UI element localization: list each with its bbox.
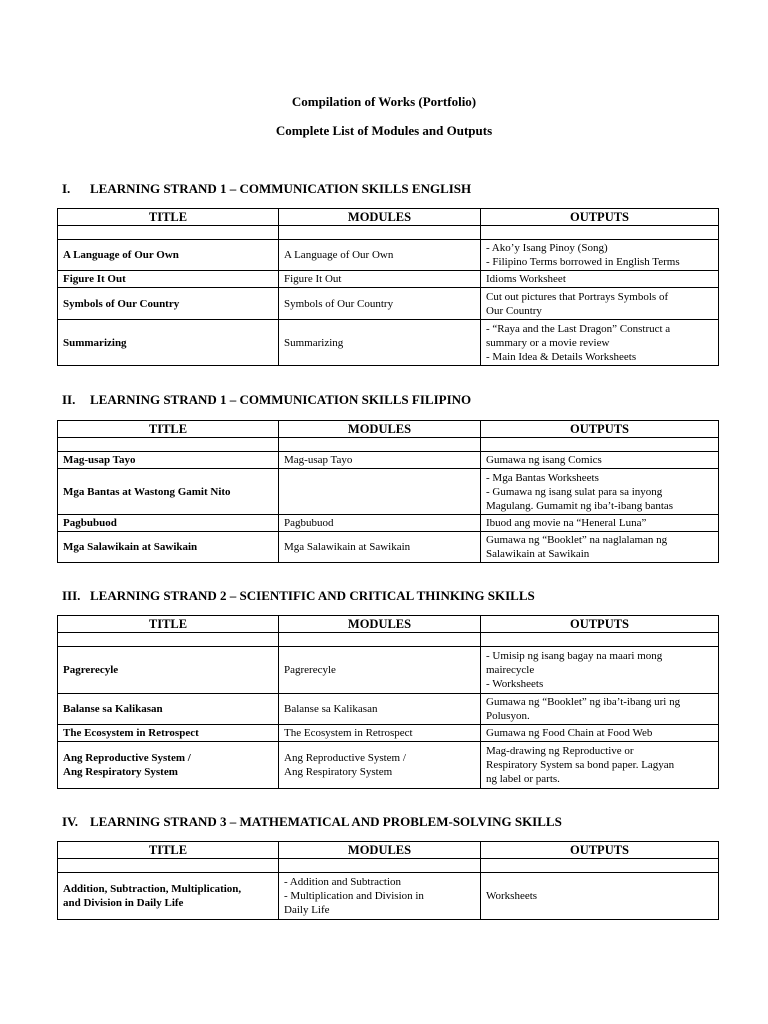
cell-line: Pagrerecyle <box>63 664 119 676</box>
cell-line: Ibuod ang movie na “Heneral Luna” <box>486 517 647 529</box>
modules-cell <box>279 742 481 789</box>
table-row <box>58 532 719 563</box>
modules-column-header: MODULES <box>279 616 481 633</box>
outputs-cell <box>481 240 719 271</box>
title-cell <box>58 515 279 532</box>
cell-line: Mga Bantas at Wastong Gamit Nito <box>63 485 231 498</box>
table-row <box>58 694 719 725</box>
cell-line: Daily Life <box>284 904 330 916</box>
cell-line: Summarizing <box>284 336 344 349</box>
modules-cell <box>279 452 481 469</box>
modules-column-header: MODULES <box>279 421 481 438</box>
section-table <box>57 841 719 920</box>
modules-cell <box>279 271 481 288</box>
cell-line: Ang Respiratory System <box>63 766 178 778</box>
cell-line: Addition, Subtraction, Multiplication, <box>63 883 242 895</box>
modules-cell <box>279 515 481 532</box>
cell-line: ng label or parts. <box>486 773 560 785</box>
blank-cell <box>279 226 481 240</box>
title-cell <box>58 288 279 320</box>
modules-cell <box>279 647 481 694</box>
cell-line: Ang Reproductive System / <box>284 752 406 764</box>
title-cell <box>58 742 279 789</box>
blank-cell <box>58 226 279 240</box>
modules-cell <box>279 694 481 725</box>
table-header-row <box>58 616 719 633</box>
table-row <box>58 515 719 532</box>
cell-line: Pagbubuod <box>63 517 117 529</box>
cell-line: Magulang. Gumamit ng iba’t-ibang bantas <box>486 499 674 512</box>
modules-cell <box>279 288 481 320</box>
cell-line: Ang Respiratory System <box>284 766 393 778</box>
blank-row <box>58 633 719 647</box>
blank-cell <box>481 859 719 873</box>
cell-line: Gumawa ng isang Comics <box>486 454 602 466</box>
blank-cell <box>279 859 481 873</box>
outputs-cell <box>481 742 719 789</box>
section-table <box>57 420 719 563</box>
outputs-column-header: OUTPUTS <box>481 209 719 226</box>
cell-line: A Language of Our Own <box>63 249 179 261</box>
cell-line: - Addition and Subtraction <box>284 876 402 888</box>
modules-cell <box>279 532 481 563</box>
section-numeral: I. <box>62 181 71 196</box>
cell-line: Mag-drawing ng Reproductive or <box>486 745 634 757</box>
cell-line: A Language of Our Own <box>284 249 394 261</box>
cell-line: Salawikain at Sawikain <box>486 548 590 560</box>
cell-line: Pagbubuod <box>284 517 334 529</box>
cell-line: - Multiplication and Division in <box>284 890 424 902</box>
cell-line: Worksheets <box>486 890 538 902</box>
blank-cell <box>58 633 279 647</box>
section-heading <box>62 588 535 604</box>
title-column-header: TITLE <box>58 421 279 438</box>
cell-line: Mga Salawikain at Sawikain <box>63 541 198 553</box>
blank-cell <box>58 859 279 873</box>
section-heading-text: LEARNING STRAND 1 – COMMUNICATION SKILLS FILIPINO <box>90 392 472 407</box>
modules-column-header: MODULES <box>279 842 481 859</box>
section-table <box>57 615 719 789</box>
table-header-row <box>58 842 719 859</box>
modules-cell <box>279 725 481 742</box>
table-header-row <box>58 421 719 438</box>
cell-line: Gumawa ng “Booklet” ng iba’t-ibang uri ng <box>486 696 681 708</box>
outputs-cell <box>481 469 719 515</box>
outputs-column-header: OUTPUTS <box>481 616 719 633</box>
title-cell <box>58 240 279 271</box>
title-cell <box>58 452 279 469</box>
cell-line: Mga Salawikain at Sawikain <box>284 541 411 553</box>
blank-cell <box>279 633 481 647</box>
cell-line: and Division in Daily Life <box>63 897 184 909</box>
outputs-cell <box>481 647 719 694</box>
modules-cell <box>279 240 481 271</box>
cell-line: Mag-usap Tayo <box>63 454 136 466</box>
cell-line: Balanse sa Kalikasan <box>63 703 163 715</box>
title-cell <box>58 320 279 366</box>
cell-line: Cut out pictures that Portrays Symbols of <box>486 290 669 303</box>
title-cell <box>58 647 279 694</box>
title-column-header: TITLE <box>58 616 279 633</box>
title-column-header: TITLE <box>58 209 279 226</box>
cell-line: Our Country <box>486 304 542 317</box>
cell-line: - Filipino Terms borrowed in English Terms <box>486 256 680 268</box>
outputs-cell <box>481 271 719 288</box>
section-table <box>57 208 719 366</box>
title-cell <box>58 271 279 288</box>
cell-line: Gumawa ng Food Chain at Food Web <box>486 727 653 739</box>
outputs-cell <box>481 532 719 563</box>
cell-line: - “Raya and the Last Dragon” Construct a <box>486 322 671 335</box>
cell-line: mairecycle <box>486 664 535 676</box>
cell-line: - Mga Bantas Worksheets <box>486 471 599 484</box>
section-numeral: III. <box>62 588 81 603</box>
cell-line: Ang Reproductive System / <box>63 752 191 764</box>
table-row <box>58 469 719 515</box>
cell-line: - Ako’y Isang Pinoy (Song) <box>486 242 608 254</box>
blank-cell <box>481 226 719 240</box>
outputs-column-header: OUTPUTS <box>481 421 719 438</box>
table-row <box>58 647 719 694</box>
table-row <box>58 742 719 789</box>
cell-line: - Umisip ng isang bagay na maari mong <box>486 650 663 662</box>
title-cell <box>58 694 279 725</box>
outputs-column-header: OUTPUTS <box>481 842 719 859</box>
title-cell <box>58 725 279 742</box>
blank-row <box>58 438 719 452</box>
cell-line: Symbols of Our Country <box>284 297 394 310</box>
blank-cell <box>481 633 719 647</box>
blank-row <box>58 859 719 873</box>
table-row <box>58 240 719 271</box>
cell-line: Symbols of Our Country <box>63 297 180 310</box>
section-numeral: IV. <box>62 814 79 829</box>
section-heading <box>62 181 471 197</box>
table-row <box>58 320 719 366</box>
outputs-cell <box>481 725 719 742</box>
document-subtitle: Complete List of Modules and Outputs <box>275 123 493 138</box>
blank-cell <box>58 438 279 452</box>
outputs-cell <box>481 452 719 469</box>
outputs-cell <box>481 873 719 920</box>
section-heading <box>62 392 471 408</box>
blank-cell <box>279 438 481 452</box>
cell-line: Pagrerecyle <box>284 664 336 676</box>
modules-cell <box>279 320 481 366</box>
cell-line: - Main Idea & Details Worksheets <box>486 350 637 363</box>
cell-line: Balanse sa Kalikasan <box>284 703 378 715</box>
cell-line: Idioms Worksheet <box>486 273 566 285</box>
section-heading-text: LEARNING STRAND 2 – SCIENTIFIC AND CRITICAL THINKING SKILLS <box>90 588 535 603</box>
cell-line: The Ecosystem in Retrospect <box>284 727 413 739</box>
table-row <box>58 288 719 320</box>
table-row <box>58 452 719 469</box>
cell-line: Polusyon. <box>486 710 530 722</box>
cell-line: The Ecosystem in Retrospect <box>63 727 199 739</box>
cell-line: summary or a movie review <box>486 336 610 349</box>
section-heading <box>62 814 562 830</box>
document-title: Compilation of Works (Portfolio) <box>291 94 477 109</box>
title-column-header: TITLE <box>58 842 279 859</box>
cell-line: Summarizing <box>63 336 127 349</box>
section-heading-text: LEARNING STRAND 1 – COMMUNICATION SKILLS ENGLISH <box>90 181 472 196</box>
section-numeral: II. <box>62 392 76 407</box>
cell-line: Gumawa ng “Booklet” na naglalaman ng <box>486 534 668 546</box>
section-heading-text: LEARNING STRAND 3 – MATHEMATICAL AND PROBLEM-SOLVING SKILLS <box>90 814 562 829</box>
table-header-row <box>58 209 719 226</box>
cell-line: Mag-usap Tayo <box>284 454 353 466</box>
blank-row <box>58 226 719 240</box>
table-row <box>58 873 719 920</box>
outputs-cell <box>481 320 719 366</box>
modules-cell <box>279 873 481 920</box>
cell-line: Respiratory System sa bond paper. Lagyan <box>486 759 675 771</box>
title-cell <box>58 469 279 515</box>
cell-line: - Worksheets <box>486 678 544 690</box>
table-row <box>58 725 719 742</box>
outputs-cell <box>481 288 719 320</box>
outputs-cell <box>481 694 719 725</box>
title-cell <box>58 873 279 920</box>
cell-line: Figure It Out <box>284 273 342 285</box>
modules-cell <box>279 469 481 515</box>
cell-line: Figure It Out <box>63 273 126 285</box>
blank-cell <box>481 438 719 452</box>
title-cell <box>58 532 279 563</box>
modules-column-header: MODULES <box>279 209 481 226</box>
cell-line: - Gumawa ng isang sulat para sa inyong <box>486 485 663 498</box>
table-row <box>58 271 719 288</box>
outputs-cell <box>481 515 719 532</box>
